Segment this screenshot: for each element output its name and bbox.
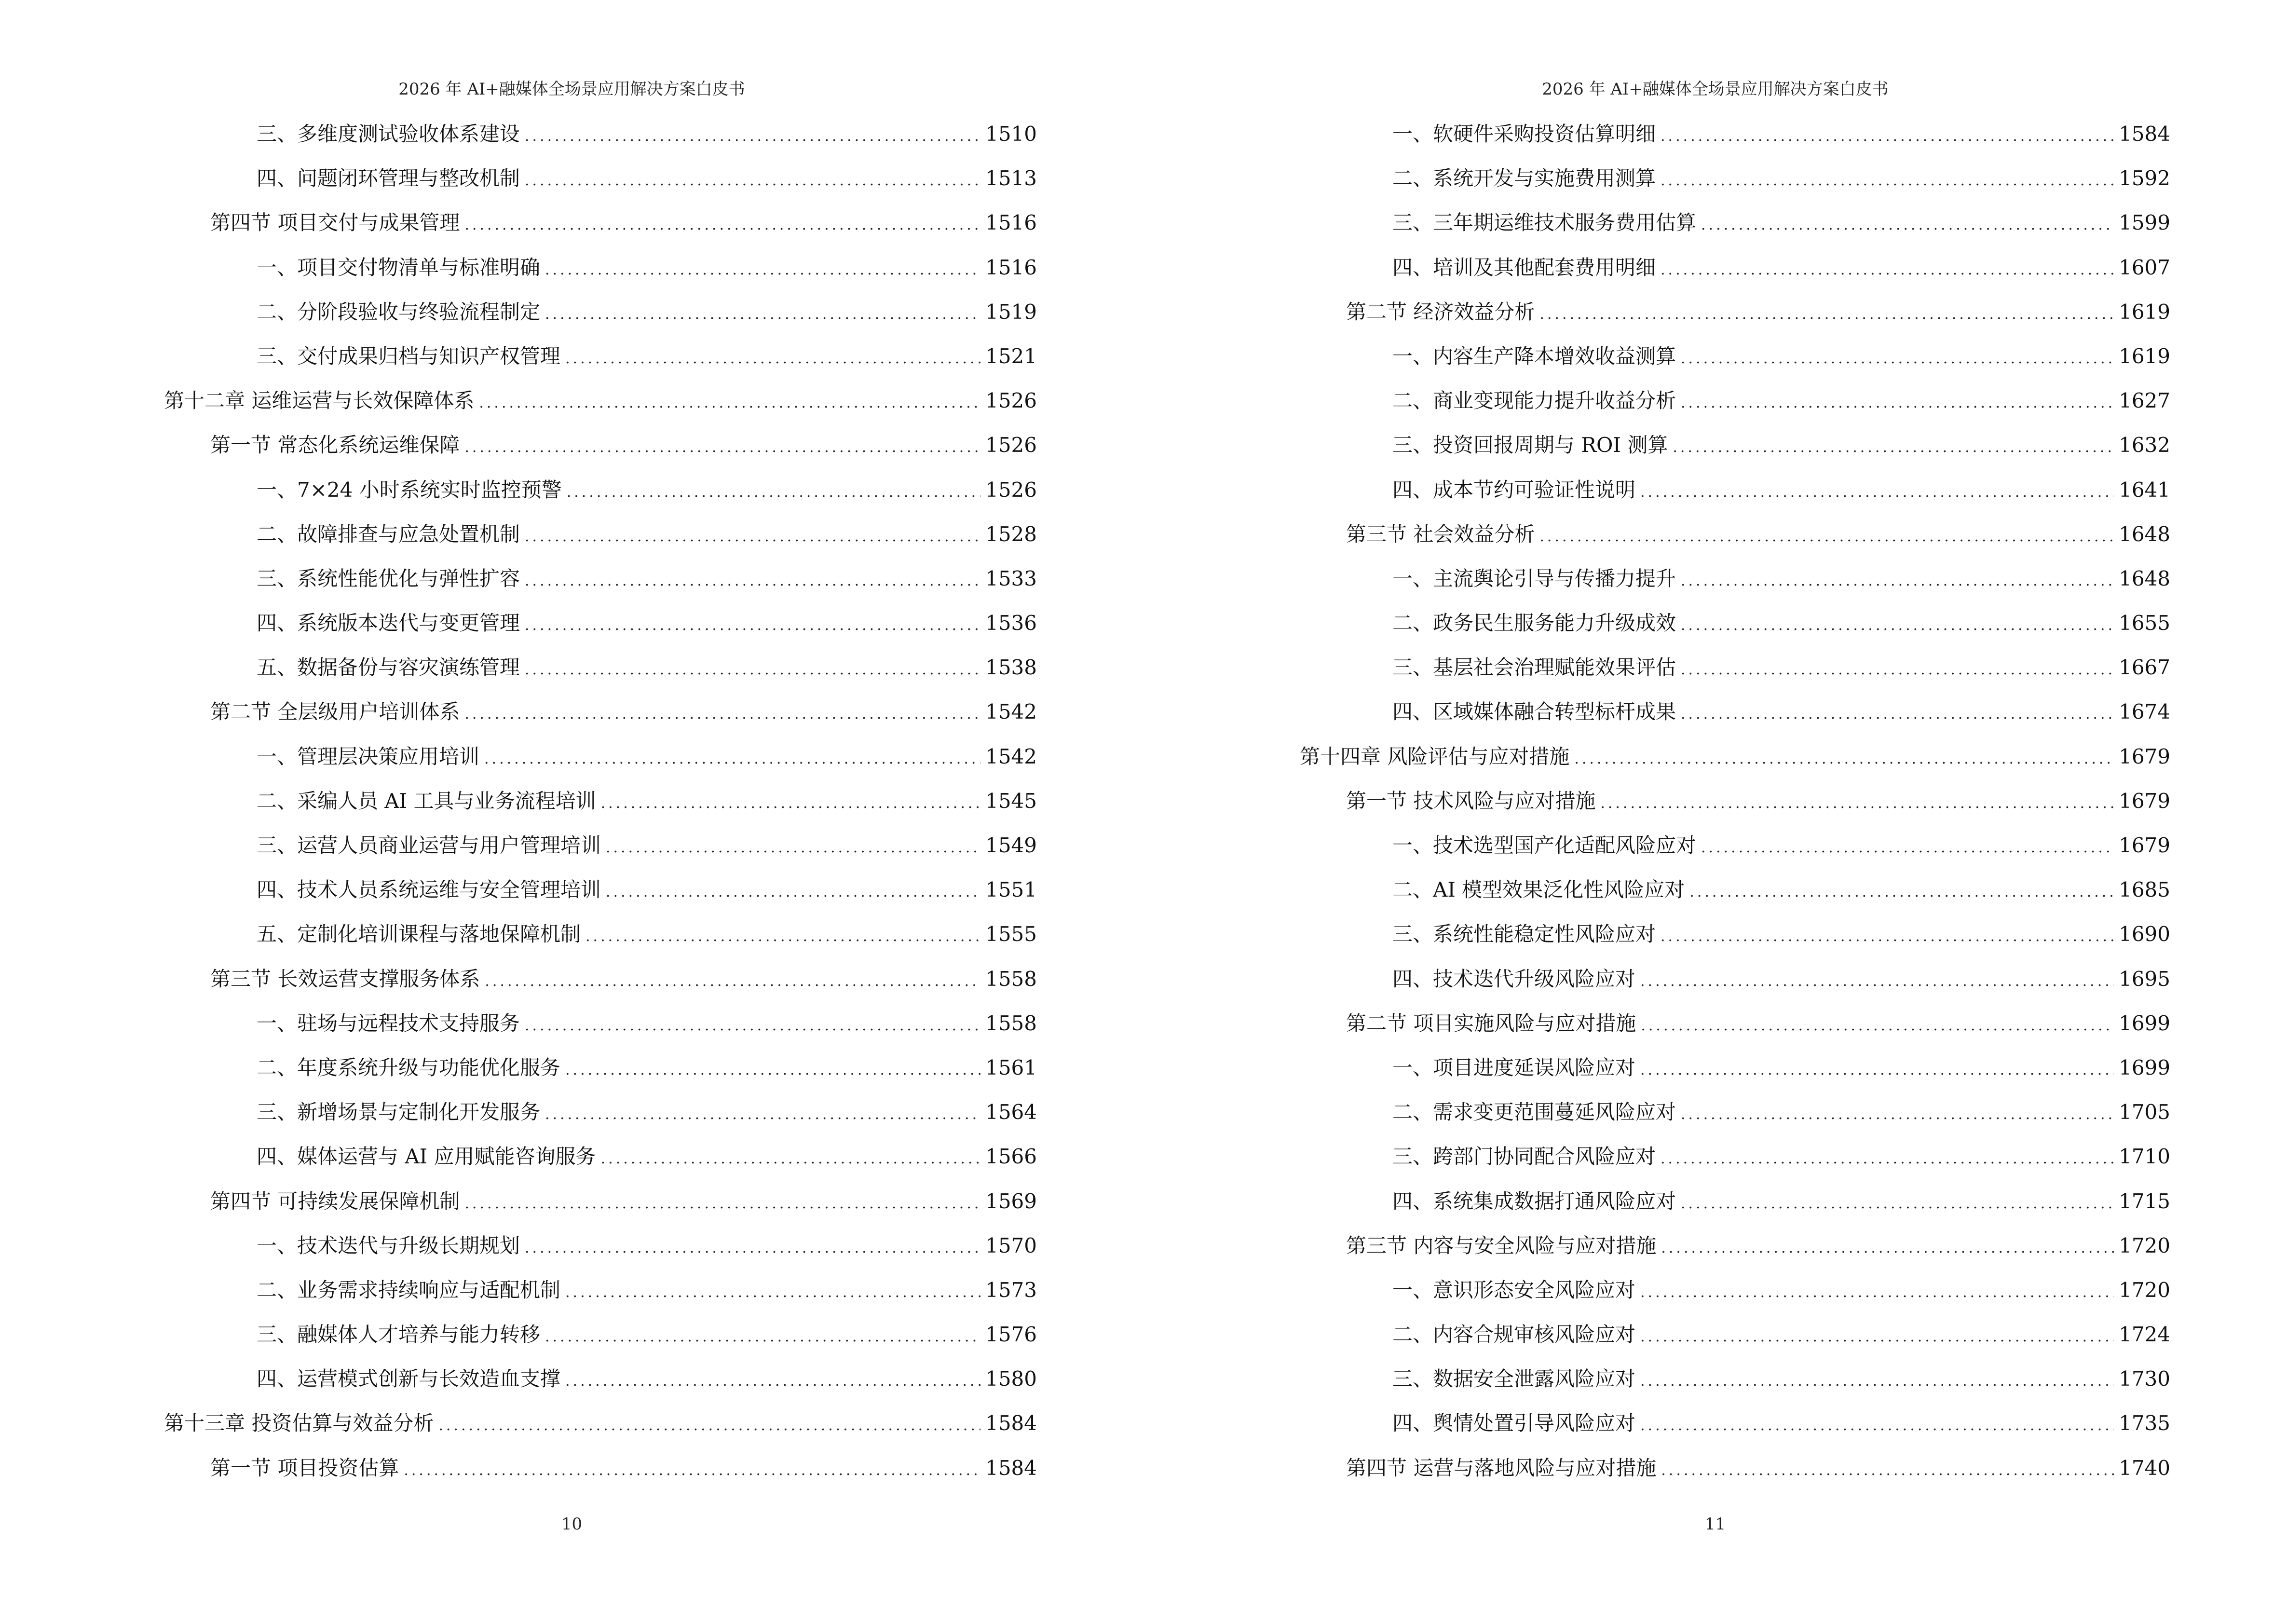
toc-entry-item[interactable] <box>164 1054 1037 1099</box>
toc-entry-title: 四、技术迭代升级风险应对 <box>1392 967 1636 991</box>
dot-leader <box>1600 790 2114 817</box>
dot-leader <box>1661 1146 2114 1173</box>
toc-entry-title: 三、新增场景与定制化开发服务 <box>257 1100 541 1124</box>
toc-entry-title: 二、需求变更范围蔓延风险应对 <box>1392 1100 1676 1124</box>
toc-entry-section[interactable] <box>1300 1232 2170 1277</box>
dot-leader <box>1681 345 2114 372</box>
dot-leader <box>565 1368 980 1395</box>
toc-entry-item[interactable] <box>164 565 1037 610</box>
toc-entry-page-number: 1619 <box>2119 300 2170 324</box>
toc-entry-page-number: 1510 <box>985 122 1037 146</box>
toc-entry-page-number: 1561 <box>985 1055 1037 1079</box>
toc-entry-item[interactable] <box>1300 1143 2170 1187</box>
toc-entry-title: 一、7×24 小时系统实时监控预警 <box>257 478 562 502</box>
toc-entry-title: 第四节 项目交付与成果管理 <box>210 211 460 235</box>
dot-leader <box>1681 701 2114 728</box>
dot-leader <box>565 1279 980 1306</box>
toc-entry-title: 二、系统开发与实施费用测算 <box>1392 166 1656 191</box>
dot-leader <box>438 1412 980 1439</box>
toc-entry-title: 一、技术迭代与升级长期规划 <box>257 1233 520 1257</box>
toc-entry-section[interactable] <box>164 698 1037 743</box>
running-header: 2026 年 AI+融媒体全场景应用解决方案白皮书 <box>398 80 745 99</box>
toc-entry-item[interactable] <box>164 254 1037 299</box>
toc-entry-item[interactable] <box>164 1099 1037 1143</box>
dot-leader <box>485 968 980 995</box>
dot-leader <box>525 167 980 194</box>
toc-entry-title: 一、项目交付物清单与标准明确 <box>257 255 541 279</box>
toc-entry-chapter[interactable] <box>1300 743 2170 788</box>
toc-entry-item[interactable] <box>164 788 1037 832</box>
dot-leader <box>1661 923 2114 950</box>
dot-leader <box>404 1457 980 1484</box>
toc-entry-page-number: 1715 <box>2119 1189 2170 1213</box>
toc-entry-item[interactable] <box>1300 610 2170 654</box>
toc-entry-item[interactable] <box>1300 1277 2170 1321</box>
toc-entry-page-number: 1599 <box>2119 211 2170 235</box>
toc-entry-item[interactable] <box>164 521 1037 565</box>
dot-leader <box>1661 123 2114 150</box>
toc-entry-title: 二、故障排查与应急处置机制 <box>257 522 520 546</box>
toc-entry-title: 四、运营模式创新与长效造血支撑 <box>257 1367 561 1391</box>
toc-entry-title: 一、软硬件采购投资估算明细 <box>1392 122 1656 146</box>
toc-entry-page-number: 1699 <box>2119 1055 2170 1079</box>
dot-leader <box>464 1190 980 1217</box>
toc-entry-title: 二、商业变现能力提升收益分析 <box>1392 389 1676 413</box>
toc-entry-title: 第二节 经济效益分析 <box>1346 300 1535 324</box>
toc-entry-item[interactable] <box>164 1232 1037 1277</box>
toc-entry-item[interactable] <box>1300 876 2170 921</box>
toc-entry-page-number: 1720 <box>2119 1278 2170 1302</box>
dot-leader <box>1640 1057 2114 1084</box>
toc-entry-title: 第三节 内容与安全风险与应对措施 <box>1346 1233 1657 1257</box>
toc-entry-title: 二、采编人员 AI 工具与业务流程培训 <box>257 789 596 813</box>
toc-entry-item[interactable] <box>164 610 1037 654</box>
toc-entry-item[interactable] <box>1300 921 2170 965</box>
toc-entry-title: 四、舆情处置引导风险应对 <box>1392 1411 1636 1435</box>
toc-entry-title: 二、分阶段验收与终验流程制定 <box>257 300 541 324</box>
toc-entry-page-number: 1674 <box>2119 700 2170 724</box>
toc-entry-page-number: 1584 <box>985 1456 1037 1480</box>
toc-entry-page-number: 1580 <box>985 1367 1037 1391</box>
toc-entry-page-number: 1551 <box>985 878 1037 902</box>
toc-entry-item[interactable] <box>1300 565 2170 610</box>
toc-entry-title: 四、问题闭环管理与整改机制 <box>257 166 520 191</box>
dot-leader <box>525 656 980 683</box>
toc-entry-section[interactable] <box>1300 299 2170 343</box>
toc-entry-title: 三、运营人员商业运营与用户管理培训 <box>257 833 601 857</box>
toc-entry-page-number: 1730 <box>2119 1367 2170 1391</box>
dot-leader <box>1701 212 2114 239</box>
toc-entry-page-number: 1526 <box>985 433 1037 457</box>
toc-entry-page-number: 1607 <box>2119 255 2170 279</box>
toc-entry-section[interactable] <box>1300 788 2170 832</box>
toc-entry-title: 第十三章 投资估算与效益分析 <box>164 1411 434 1435</box>
dot-leader <box>1641 1012 2114 1039</box>
toc-entry-title: 四、媒体运营与 AI 应用赋能咨询服务 <box>257 1145 596 1169</box>
dot-leader <box>545 257 980 284</box>
toc-entry-title: 第一节 常态化系统运维保障 <box>210 433 460 457</box>
toc-entry-title: 一、管理层决策应用培训 <box>257 744 480 768</box>
toc-entry-page-number: 1519 <box>985 300 1037 324</box>
dot-leader <box>525 568 980 595</box>
toc-entry-item[interactable] <box>164 477 1037 521</box>
toc-entry-page-number: 1699 <box>2119 1011 2170 1035</box>
toc-entry-page-number: 1619 <box>2119 344 2170 368</box>
dot-leader <box>1640 1279 2114 1306</box>
toc-entry-item[interactable] <box>1300 698 2170 743</box>
toc-entry-item[interactable] <box>164 654 1037 698</box>
toc-entry-page-number: 1720 <box>2119 1233 2170 1257</box>
toc-entry-title: 五、数据备份与容灾演练管理 <box>257 655 520 680</box>
dot-leader <box>1681 612 2114 639</box>
toc-entry-item[interactable] <box>1300 1410 2170 1454</box>
dot-leader <box>525 612 980 639</box>
toc-entry-page-number: 1558 <box>985 1011 1037 1035</box>
toc-entry-page-number: 1513 <box>985 166 1037 191</box>
toc-entry-page-number: 1570 <box>985 1233 1037 1257</box>
dot-leader <box>1640 1412 2114 1439</box>
toc-entry-title: 三、三年期运维技术服务费用估算 <box>1392 211 1697 235</box>
toc-entry-title: 四、系统集成数据打通风险应对 <box>1392 1189 1676 1213</box>
toc-entry-title: 三、系统性能稳定性风险应对 <box>1392 922 1656 946</box>
toc-entry-page-number: 1558 <box>985 967 1037 991</box>
dot-leader <box>1661 1457 2114 1484</box>
toc-entry-item[interactable] <box>164 1277 1037 1321</box>
toc-entry-page-number: 1549 <box>985 833 1037 857</box>
toc-entry-page-number: 1627 <box>2119 389 2170 413</box>
toc-entry-section[interactable] <box>1300 1010 2170 1054</box>
toc-entry-page-number: 1735 <box>2119 1411 2170 1435</box>
toc-entry-title: 第四节 运营与落地风险与应对措施 <box>1346 1456 1657 1480</box>
toc-entry-page-number: 1528 <box>985 522 1037 546</box>
toc-entry-title: 四、区域媒体融合转型标杆成果 <box>1392 700 1676 724</box>
toc-entry-title: 三、多维度测试验收体系建设 <box>257 122 520 146</box>
toc-entry-page-number: 1679 <box>2119 789 2170 813</box>
toc-entry-title: 三、基层社会治理赋能效果评估 <box>1392 655 1676 680</box>
toc-list <box>1300 121 2170 1499</box>
toc-entry-title: 第三节 社会效益分析 <box>1346 522 1535 546</box>
toc-entry-item[interactable] <box>164 1365 1037 1410</box>
dot-leader <box>1681 656 2114 683</box>
dot-leader <box>606 834 980 861</box>
toc-entry-item[interactable] <box>164 299 1037 343</box>
toc-entry-item[interactable] <box>164 832 1037 876</box>
dot-leader <box>464 434 980 461</box>
toc-entry-section[interactable] <box>164 966 1037 1010</box>
toc-entry-page-number: 1526 <box>985 478 1037 502</box>
toc-entry-page-number: 1516 <box>985 211 1037 235</box>
toc-entry-title: 二、AI 模型效果泛化性风险应对 <box>1392 878 1685 902</box>
dot-leader <box>1574 746 2114 773</box>
toc-entry-page-number: 1538 <box>985 655 1037 680</box>
toc-entry-item[interactable] <box>164 165 1037 209</box>
toc-entry-title: 三、交付成果归档与知识产权管理 <box>257 344 561 368</box>
toc-entry-page-number: 1584 <box>985 1411 1037 1435</box>
dot-leader <box>1689 879 2114 906</box>
toc-entry-title: 三、数据安全泄露风险应对 <box>1392 1367 1636 1391</box>
toc-entry-page-number: 1648 <box>2119 566 2170 590</box>
dot-leader <box>464 701 980 728</box>
dot-leader <box>1640 1368 2114 1395</box>
toc-entry-title: 第一节 项目投资估算 <box>210 1456 399 1480</box>
toc-entry-page-number: 1592 <box>2119 166 2170 191</box>
toc-entry-page-number: 1516 <box>985 255 1037 279</box>
toc-entry-item[interactable] <box>1300 1054 2170 1099</box>
toc-entry-title: 二、年度系统升级与功能优化服务 <box>257 1055 561 1079</box>
dot-leader <box>1640 968 2114 995</box>
toc-entry-title: 四、技术人员系统运维与安全管理培训 <box>257 878 601 902</box>
toc-entry-item[interactable] <box>164 876 1037 921</box>
toc-entry-title: 一、项目进度延误风险应对 <box>1392 1055 1636 1079</box>
toc-entry-item[interactable] <box>1300 387 2170 432</box>
dot-leader <box>1681 1190 2114 1217</box>
toc-entry-page-number: 1521 <box>985 344 1037 368</box>
toc-entry-page-number: 1542 <box>985 744 1037 768</box>
toc-entry-title: 二、内容合规审核风险应对 <box>1392 1323 1636 1347</box>
toc-entry-item[interactable] <box>1300 343 2170 387</box>
toc-entry-section[interactable] <box>164 432 1037 476</box>
page-number: 11 <box>1704 1515 1726 1534</box>
dot-leader <box>601 790 980 817</box>
toc-entry-title: 一、驻场与远程技术支持服务 <box>257 1011 520 1035</box>
dot-leader <box>565 345 980 372</box>
toc-entry-page-number: 1545 <box>985 789 1037 813</box>
toc-entry-page-number: 1533 <box>985 566 1037 590</box>
dot-leader <box>479 390 980 417</box>
dot-leader <box>484 746 980 773</box>
toc-entry-item[interactable] <box>1300 832 2170 876</box>
toc-entry-section[interactable] <box>1300 1455 2170 1499</box>
toc-entry-title: 三、投资回报周期与 ROI 测算 <box>1392 433 1668 457</box>
dot-leader <box>1681 1101 2114 1128</box>
toc-entry-title: 三、系统性能优化与弹性扩容 <box>257 566 520 590</box>
toc-entry-page-number: 1573 <box>985 1278 1037 1302</box>
toc-entry-page-number: 1740 <box>2119 1456 2170 1480</box>
toc-entry-page-number: 1690 <box>2119 922 2170 946</box>
toc-entry-title: 一、技术选型国产化适配风险应对 <box>1392 833 1697 857</box>
toc-entry-page-number: 1679 <box>2119 833 2170 857</box>
toc-entry-chapter[interactable] <box>164 387 1037 432</box>
dot-leader <box>525 523 980 550</box>
toc-entry-page-number: 1695 <box>2119 967 2170 991</box>
dot-leader <box>1661 1235 2114 1262</box>
toc-entry-item[interactable] <box>164 1010 1037 1054</box>
toc-list <box>164 121 1037 1499</box>
toc-entry-page-number: 1542 <box>985 700 1037 724</box>
dot-leader <box>585 923 980 950</box>
toc-entry-title: 四、系统版本迭代与变更管理 <box>257 611 520 635</box>
toc-entry-page-number: 1536 <box>985 611 1037 635</box>
dot-leader <box>1661 257 2114 284</box>
toc-entry-item[interactable] <box>1300 121 2170 165</box>
toc-entry-item[interactable] <box>1300 966 2170 1010</box>
dot-leader <box>1701 834 2114 861</box>
toc-entry-page-number: 1648 <box>2119 522 2170 546</box>
toc-entry-title: 一、主流舆论引导与传播力提升 <box>1392 566 1676 590</box>
toc-entry-title: 第十二章 运维运营与长效保障体系 <box>164 389 475 413</box>
toc-entry-item[interactable] <box>1300 654 2170 698</box>
dot-leader <box>606 879 980 906</box>
dot-leader <box>601 1146 980 1173</box>
toc-entry-page-number: 1705 <box>2119 1100 2170 1124</box>
dot-leader <box>525 123 980 150</box>
toc-entry-title: 二、政务民生服务能力升级成效 <box>1392 611 1676 635</box>
dot-leader <box>1681 390 2114 417</box>
toc-entry-page-number: 1710 <box>2119 1145 2170 1169</box>
toc-entry-section[interactable] <box>1300 521 2170 565</box>
toc-entry-item[interactable] <box>164 921 1037 965</box>
dot-leader <box>525 1235 980 1262</box>
toc-entry-item[interactable] <box>164 1321 1037 1365</box>
toc-entry-item[interactable] <box>1300 1188 2170 1232</box>
toc-entry-item[interactable] <box>164 343 1037 387</box>
toc-entry-item[interactable] <box>164 1143 1037 1187</box>
toc-entry-page-number: 1655 <box>2119 611 2170 635</box>
toc-entry-item[interactable] <box>1300 1321 2170 1365</box>
toc-entry-page-number: 1584 <box>2119 122 2170 146</box>
toc-entry-title: 第四节 可持续发展保障机制 <box>210 1189 460 1213</box>
toc-entry-page-number: 1566 <box>985 1145 1037 1169</box>
toc-entry-title: 四、成本节约可验证性说明 <box>1392 478 1636 502</box>
toc-entry-title: 四、培训及其他配套费用明细 <box>1392 255 1656 279</box>
toc-entry-section[interactable] <box>164 209 1037 254</box>
dot-leader <box>464 212 980 239</box>
toc-entry-page-number: 1576 <box>985 1323 1037 1347</box>
dot-leader <box>567 479 980 506</box>
toc-entry-title: 第二节 全层级用户培训体系 <box>210 700 460 724</box>
toc-entry-page-number: 1724 <box>2119 1323 2170 1347</box>
page-right <box>1144 0 2287 1624</box>
toc-entry-item[interactable] <box>1300 254 2170 299</box>
toc-entry-item[interactable] <box>164 743 1037 788</box>
dot-leader <box>1661 167 2114 194</box>
toc-entry-title: 第二节 项目实施风险与应对措施 <box>1346 1011 1636 1035</box>
dot-leader <box>545 301 980 328</box>
toc-entry-section[interactable] <box>164 1455 1037 1499</box>
toc-entry-item[interactable] <box>1300 1365 2170 1410</box>
toc-entry-chapter[interactable] <box>164 1410 1037 1454</box>
toc-entry-title: 第一节 技术风险与应对措施 <box>1346 789 1596 813</box>
dot-leader <box>1673 434 2114 461</box>
dot-leader <box>1681 568 2114 595</box>
toc-entry-item[interactable] <box>1300 477 2170 521</box>
toc-entry-page-number: 1667 <box>2119 655 2170 680</box>
toc-entry-item[interactable] <box>1300 432 2170 476</box>
toc-entry-page-number: 1526 <box>985 389 1037 413</box>
page-number: 10 <box>561 1515 583 1534</box>
dot-leader <box>525 1012 980 1039</box>
dot-leader <box>565 1057 980 1084</box>
toc-entry-title: 第三节 长效运营支撑服务体系 <box>210 967 480 991</box>
running-header: 2026 年 AI+融媒体全场景应用解决方案白皮书 <box>1542 80 1889 99</box>
dot-leader <box>545 1324 980 1351</box>
toc-entry-title: 一、意识形态安全风险应对 <box>1392 1278 1636 1302</box>
toc-entry-item[interactable] <box>164 121 1037 165</box>
dot-leader <box>1640 479 2114 506</box>
dot-leader <box>1539 523 2114 550</box>
toc-entry-page-number: 1555 <box>985 922 1037 946</box>
toc-entry-title: 第十四章 风险评估与应对措施 <box>1300 744 1570 768</box>
toc-entry-page-number: 1679 <box>2119 744 2170 768</box>
toc-entry-section[interactable] <box>164 1188 1037 1232</box>
toc-entry-title: 二、业务需求持续响应与适配机制 <box>257 1278 561 1302</box>
toc-entry-item[interactable] <box>1300 165 2170 209</box>
dot-leader <box>545 1101 980 1128</box>
dot-leader <box>1539 301 2114 328</box>
toc-entry-page-number: 1569 <box>985 1189 1037 1213</box>
toc-entry-page-number: 1685 <box>2119 878 2170 902</box>
toc-entry-title: 一、内容生产降本增效收益测算 <box>1392 344 1676 368</box>
toc-entry-title: 三、融媒体人才培养与能力转移 <box>257 1323 541 1347</box>
toc-entry-title: 三、跨部门协同配合风险应对 <box>1392 1145 1656 1169</box>
toc-entry-page-number: 1641 <box>2119 478 2170 502</box>
toc-entry-page-number: 1564 <box>985 1100 1037 1124</box>
toc-entry-page-number: 1632 <box>2119 433 2170 457</box>
toc-entry-item[interactable] <box>1300 1099 2170 1143</box>
toc-entry-title: 五、定制化培训课程与落地保障机制 <box>257 922 581 946</box>
dot-leader <box>1640 1324 2114 1351</box>
toc-entry-item[interactable] <box>1300 209 2170 254</box>
